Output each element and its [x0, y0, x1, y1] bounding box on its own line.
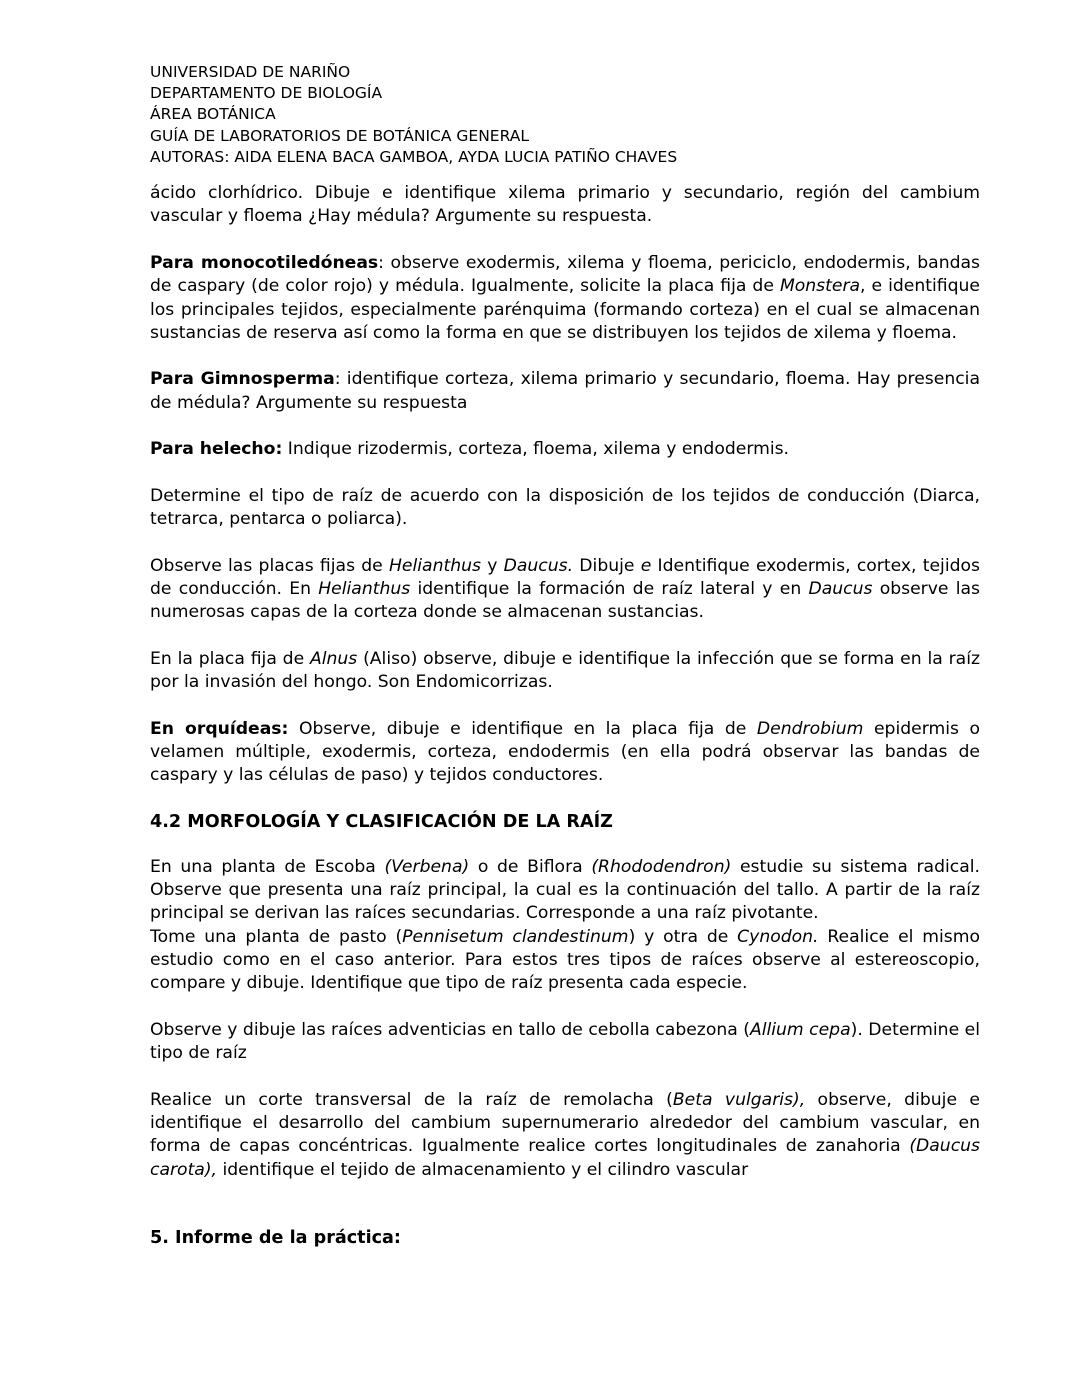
- paragraph-gymnosperm: Para Gimnosperma: identifique corteza, xilema primario y secundario, floema. Hay presencia de médula? Argumente su respuesta: [150, 369, 980, 413]
- paragraph-fern: Para helecho: Indique rizodermis, corteza, floema, xilema y endodermis.: [150, 439, 790, 460]
- paragraph-helianthus-daucus: Observe las placas fijas de Helianthus y Daucus. Dibuje e Identifique exodermis, cortex, tejidos de conducción. En Helianthus identifique la formación de raíz lateral y en Daucus observe las numerosas capas de la corteza donde se almacenan sustancias.: [150, 555, 980, 623]
- header-authors: AUTORAS: AIDA ELENA BACA GAMBOA, AYDA LUCIA PATIÑO CHAVES: [150, 147, 678, 166]
- paragraph-monocots: Para monocotiledóneas: observe exodermis, xilema y floema, periciclo, endodermis, bandas de caspary (de color rojo) y médula. Igualmente, solicite la placa fija de Monstera, e identifique los principales tejidos, especialmente parénquima (formando corteza) en el cual se almacenan sustancias de reserva así como la forma en que se distribuyen los tejidos de xilema y floema.: [150, 252, 980, 343]
- paragraph-orchids: En orquídeas: Observe, dibuje e identifique en la placa fija de Dendrobium epidermis o velamen múltiple, exodermis, corteza, endodermis (en ella podrá observar las bandas de caspary y las células de paso) y tejidos conductores.: [150, 718, 980, 786]
- header-area: ÁREA BOTÁNICA: [150, 105, 276, 124]
- paragraph-lead: Para monocotiledóneas: [150, 252, 379, 273]
- paragraph-alnus: En la placa fija de Alnus (Aliso) observe, dibuje e identifique la infección que se forma en la raíz por la invasión del hongo. Son Endomicorrizas.: [150, 648, 980, 693]
- paragraph-beta: Realice un corte transversal de la raíz de remolacha (Beta vulgaris), observe, dibuje e identifique el desarrollo del cambium supernumerario alrededor del cambium vascular, en forma de capas concéntricas. Igualmente realice cortes longitudinales de zanahoria (Daucus carota), identifique el tejido de almacenamiento y el cilindro vascular: [150, 1089, 980, 1180]
- header-guide-title: GUÍA DE LABORATORIOS DE BOTÁNICA GENERAL: [150, 126, 529, 145]
- paragraph-lead: Para Gimnosperma: [150, 369, 335, 390]
- paragraph-verbena: En una planta de Escoba (Verbena) o de Biflora (Rhododendron) estudie su sistema radical. Observe que presenta una raíz principal, la cual es la continuación del tallo. A partir de la raíz principal se derivan las raíces secundarias. Corresponde a una raíz pivotante.: [150, 856, 980, 924]
- paragraph-root-type: Determine el tipo de raíz de acuerdo con la disposición de los tejidos de conducción (Diarca, tetrarca, pentarca o poliarca).: [150, 485, 980, 530]
- section-heading-5: 5. Informe de la práctica:: [150, 1227, 401, 1248]
- paragraph-acid: ácido clorhídrico. Dibuje e identifique xilema primario y secundario, región del cambium vascular y floema ¿Hay médula? Argumente su respuesta.: [150, 183, 980, 227]
- paragraph-lead: En orquídeas:: [150, 718, 289, 739]
- header-university: UNIVERSIDAD DE NARIÑO: [150, 63, 351, 81]
- paragraph-lead: Para helecho:: [150, 439, 283, 460]
- document-header: [150, 62, 980, 168]
- header-department: DEPARTAMENTO DE BIOLOGÍA: [150, 84, 383, 103]
- paragraph-pasto: Tome una planta de pasto (Pennisetum clandestinum) y otra de Cynodon. Realice el mismo estudio como en el caso anterior. Para estos tres tipos de raíces observe al estereoscopio, compare y dibuje. Identifique que tipo de raíz presenta cada especie.: [150, 926, 980, 994]
- document-page: [150, 62, 980, 1250]
- section-heading-4-2: 4.2 MORFOLOGÍA Y CLASIFICACIÓN DE LA RAÍZ: [150, 811, 613, 832]
- paragraph-allium: Observe y dibuje las raíces adventicias en tallo de cebolla cabezona (Allium cepa). Determine el tipo de raíz: [150, 1019, 980, 1064]
